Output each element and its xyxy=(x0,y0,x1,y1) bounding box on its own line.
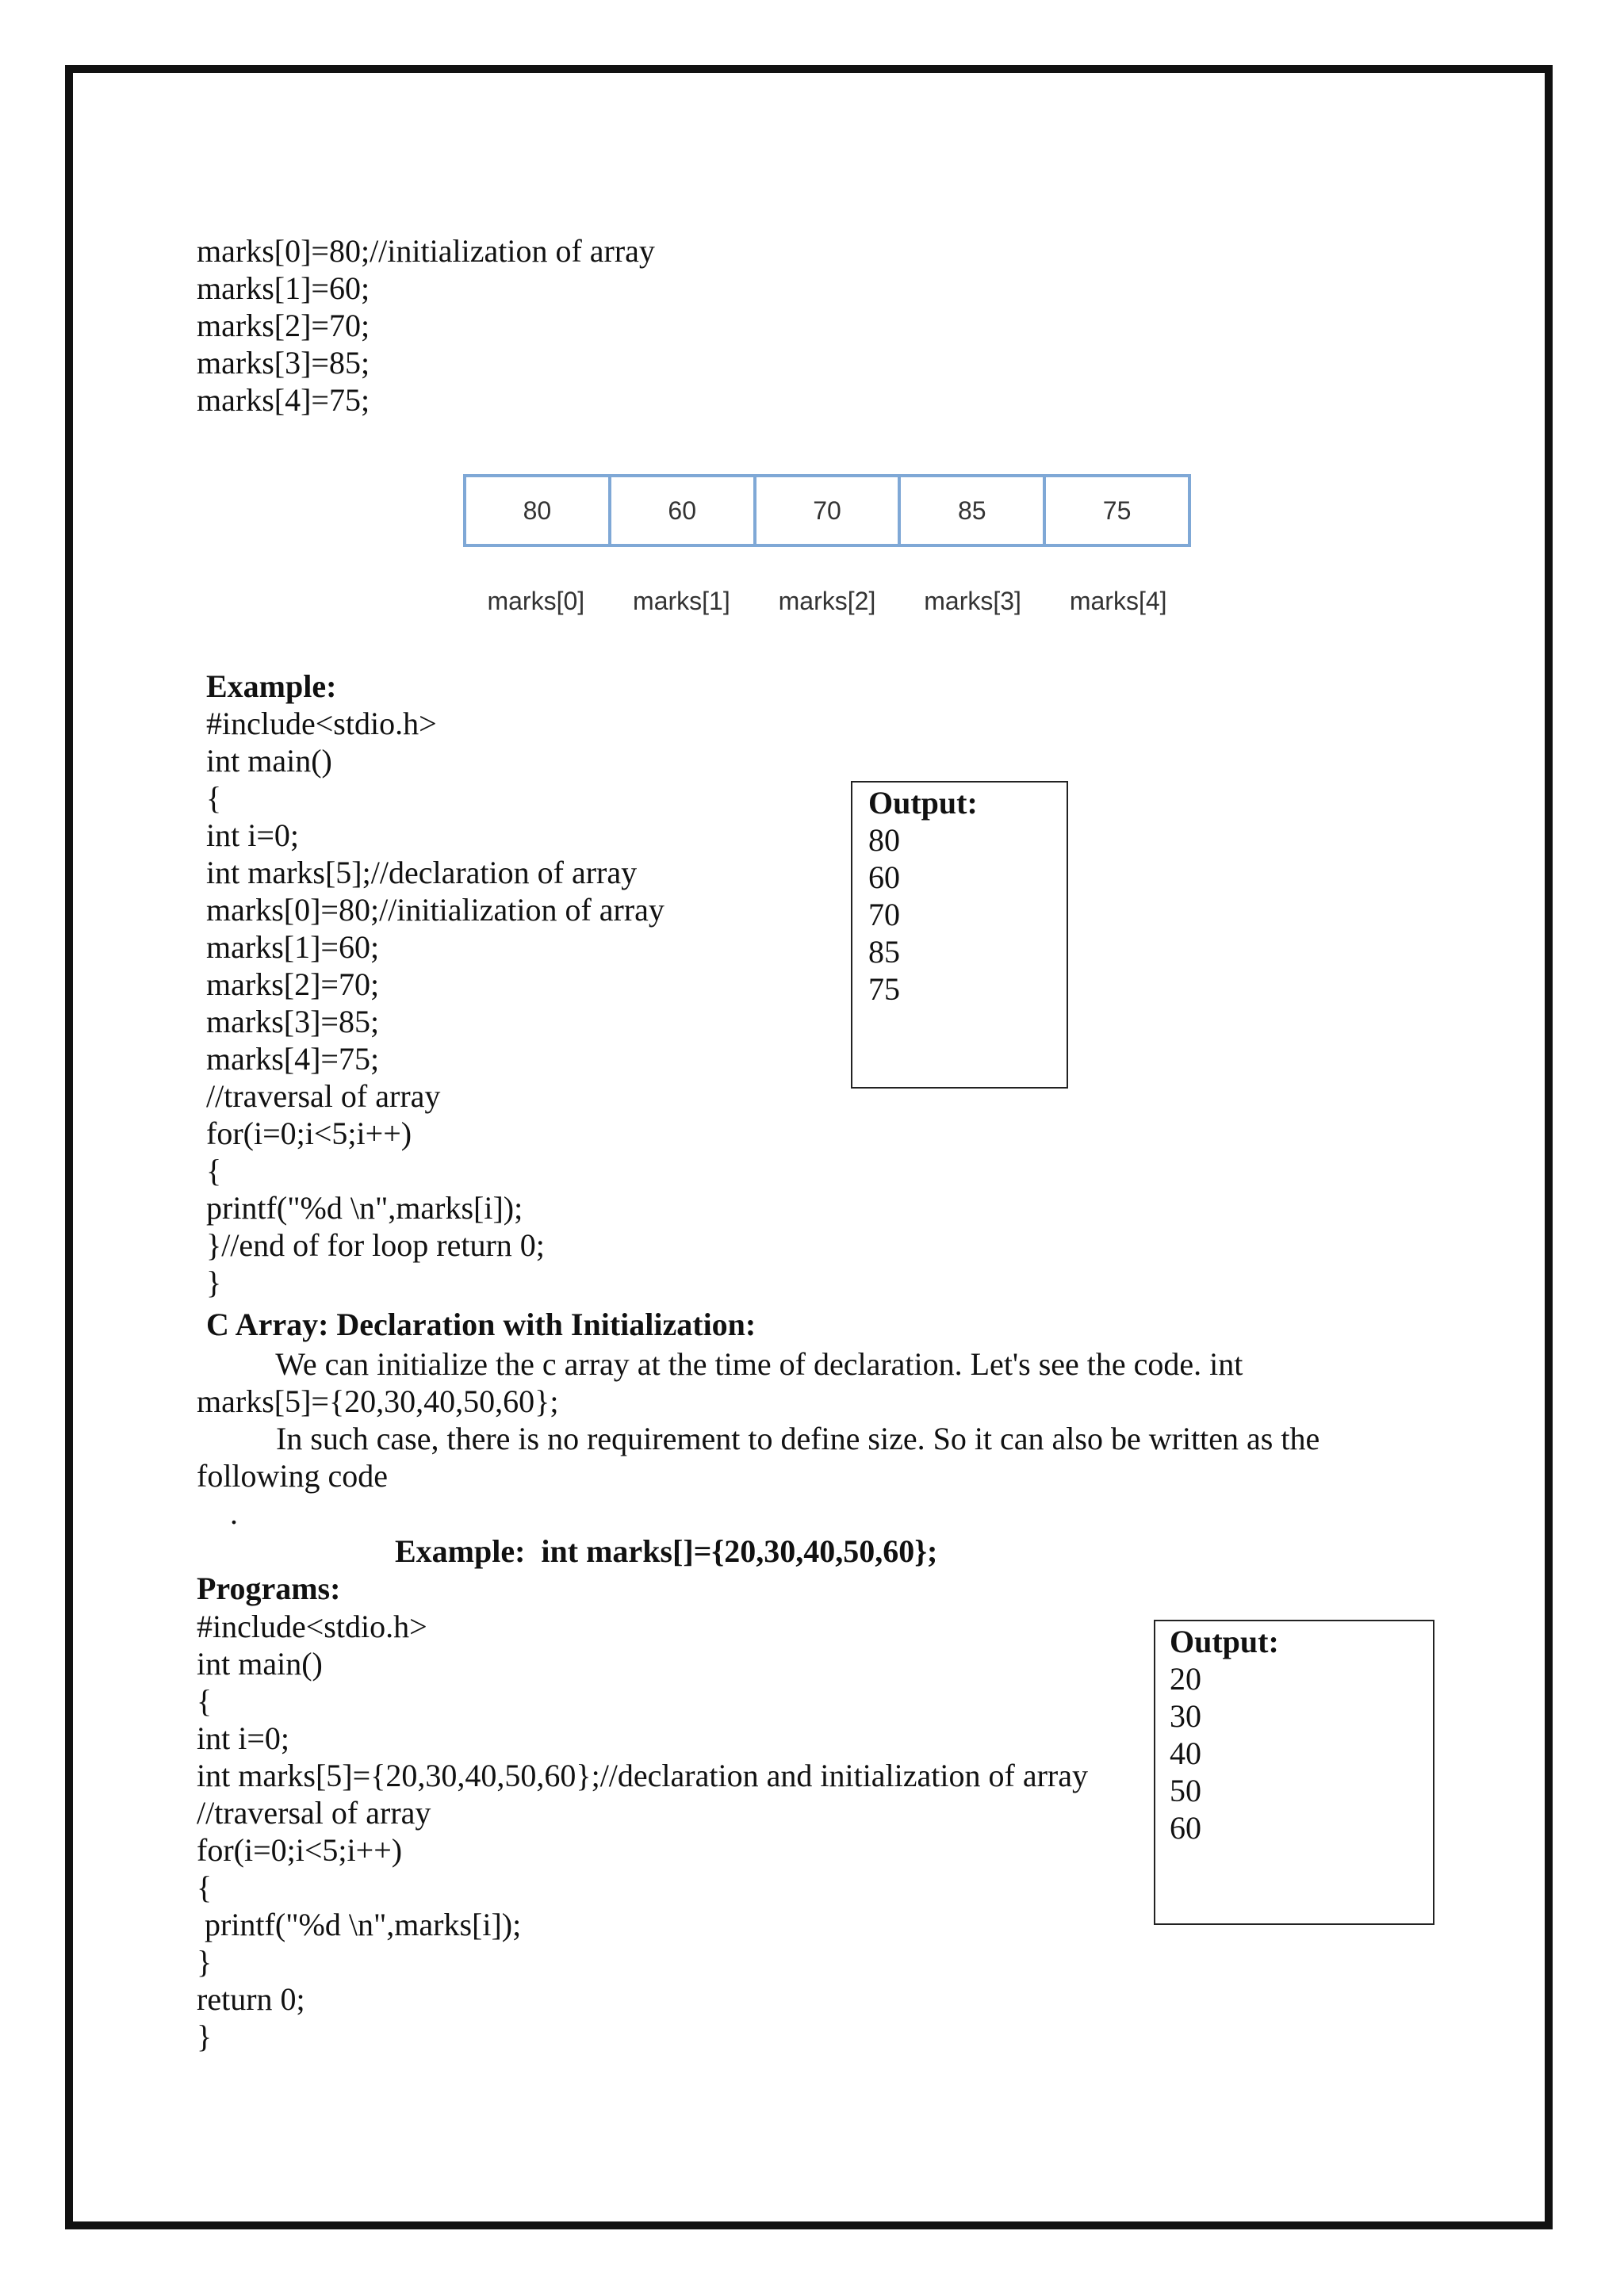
output-box-2 xyxy=(1154,1620,1434,1925)
code-line: marks[3]=85; xyxy=(197,345,370,381)
code-line: } xyxy=(197,1944,213,1980)
code-line: int main() xyxy=(206,743,332,779)
code-line: { xyxy=(197,1683,213,1719)
code-line: #include<stdio.h> xyxy=(206,706,437,741)
array-index-labels xyxy=(463,587,1191,616)
output-values xyxy=(1170,1660,1201,1846)
array-diagram xyxy=(463,474,1191,616)
code-line: int marks[5]={20,30,40,50,60};//declaration and initialization of array xyxy=(197,1758,1088,1793)
code-line: int main() xyxy=(197,1646,323,1682)
code-line: #include<stdio.h> xyxy=(197,1609,427,1644)
array-index-label: marks[3] xyxy=(924,587,1021,615)
code-line: marks[0]=80;//initialization of array xyxy=(206,892,665,928)
code-line: int i=0; xyxy=(197,1720,290,1756)
array-cell-value: 70 xyxy=(756,477,902,544)
output-value: 85 xyxy=(868,934,900,970)
code-line: marks[1]=60; xyxy=(206,929,380,965)
example-heading: Example: xyxy=(206,668,337,704)
paragraph-line: We can initialize the c array at the time of declaration. Let's see the code. int xyxy=(197,1346,1243,1382)
example-code-block xyxy=(206,705,665,1301)
array-cells xyxy=(463,474,1191,547)
code-line: }//end of for loop return 0; xyxy=(206,1227,545,1263)
paragraph-line: In such case, there is no requirement to define size. So it can also be written as the xyxy=(197,1421,1320,1456)
output-value: 75 xyxy=(868,971,900,1007)
output-title: Output: xyxy=(1170,1624,1279,1659)
output-value: 20 xyxy=(1170,1661,1201,1697)
code-line: marks[4]=75; xyxy=(197,382,370,418)
array-cell-value: 60 xyxy=(611,477,756,544)
code-line: int i=0; xyxy=(206,817,300,853)
output-value: 40 xyxy=(1170,1735,1201,1771)
code-line: printf("%d \n",marks[i]); xyxy=(197,1907,522,1942)
output-value: 70 xyxy=(868,897,900,932)
code-line: marks[2]=70; xyxy=(206,966,380,1002)
output-value: 80 xyxy=(868,822,900,858)
top-code-block xyxy=(197,232,655,419)
paragraph-line: marks[5]={20,30,40,50,60}; xyxy=(197,1383,559,1419)
code-line: marks[3]=85; xyxy=(206,1004,380,1039)
code-line: for(i=0;i<5;i++) xyxy=(206,1115,412,1151)
code-line: } xyxy=(197,2019,213,2054)
code-line: return 0; xyxy=(197,1981,305,2017)
output-value: 50 xyxy=(1170,1773,1201,1808)
array-index-label: marks[1] xyxy=(633,587,730,615)
output-box-1 xyxy=(851,781,1068,1089)
code-line: printf("%d \n",marks[i]); xyxy=(206,1190,523,1226)
code-line: marks[0]=80;//initialization of array xyxy=(197,233,655,269)
paragraph-line: following code xyxy=(197,1458,389,1494)
array-cell-value: 75 xyxy=(1102,496,1132,525)
programs-heading: Programs: xyxy=(197,1571,341,1606)
array-index-label: marks[4] xyxy=(1069,587,1167,615)
code-line: } xyxy=(206,1265,222,1300)
code-line: { xyxy=(206,1153,222,1188)
code-line: marks[1]=60; xyxy=(197,270,370,306)
array-cell-value: 85 xyxy=(901,477,1046,544)
output-value: 60 xyxy=(1170,1810,1201,1846)
array-index-label: marks[0] xyxy=(487,587,585,615)
example-line: Example: int marks[]={20,30,40,50,60}; xyxy=(395,1533,938,1569)
programs-code-block xyxy=(197,1608,1088,2055)
code-line: marks[2]=70; xyxy=(197,308,370,343)
stray-dot: . xyxy=(230,1495,238,1531)
code-line: //traversal of array xyxy=(197,1795,431,1831)
output-value: 30 xyxy=(1170,1698,1201,1734)
code-line: { xyxy=(197,1869,213,1905)
code-line: //traversal of array xyxy=(206,1078,441,1114)
array-index-label: marks[2] xyxy=(778,587,876,615)
code-line: { xyxy=(206,780,222,816)
code-line: marks[4]=75; xyxy=(206,1041,380,1077)
code-line: int marks[5];//declaration of array xyxy=(206,855,638,890)
array-cell-value: 80 xyxy=(466,477,611,544)
output-values xyxy=(868,821,900,1008)
code-line: for(i=0;i<5;i++) xyxy=(197,1832,403,1868)
output-value: 60 xyxy=(868,859,900,895)
section-heading: C Array: Declaration with Initialization: xyxy=(206,1307,756,1342)
output-title: Output: xyxy=(868,785,978,821)
